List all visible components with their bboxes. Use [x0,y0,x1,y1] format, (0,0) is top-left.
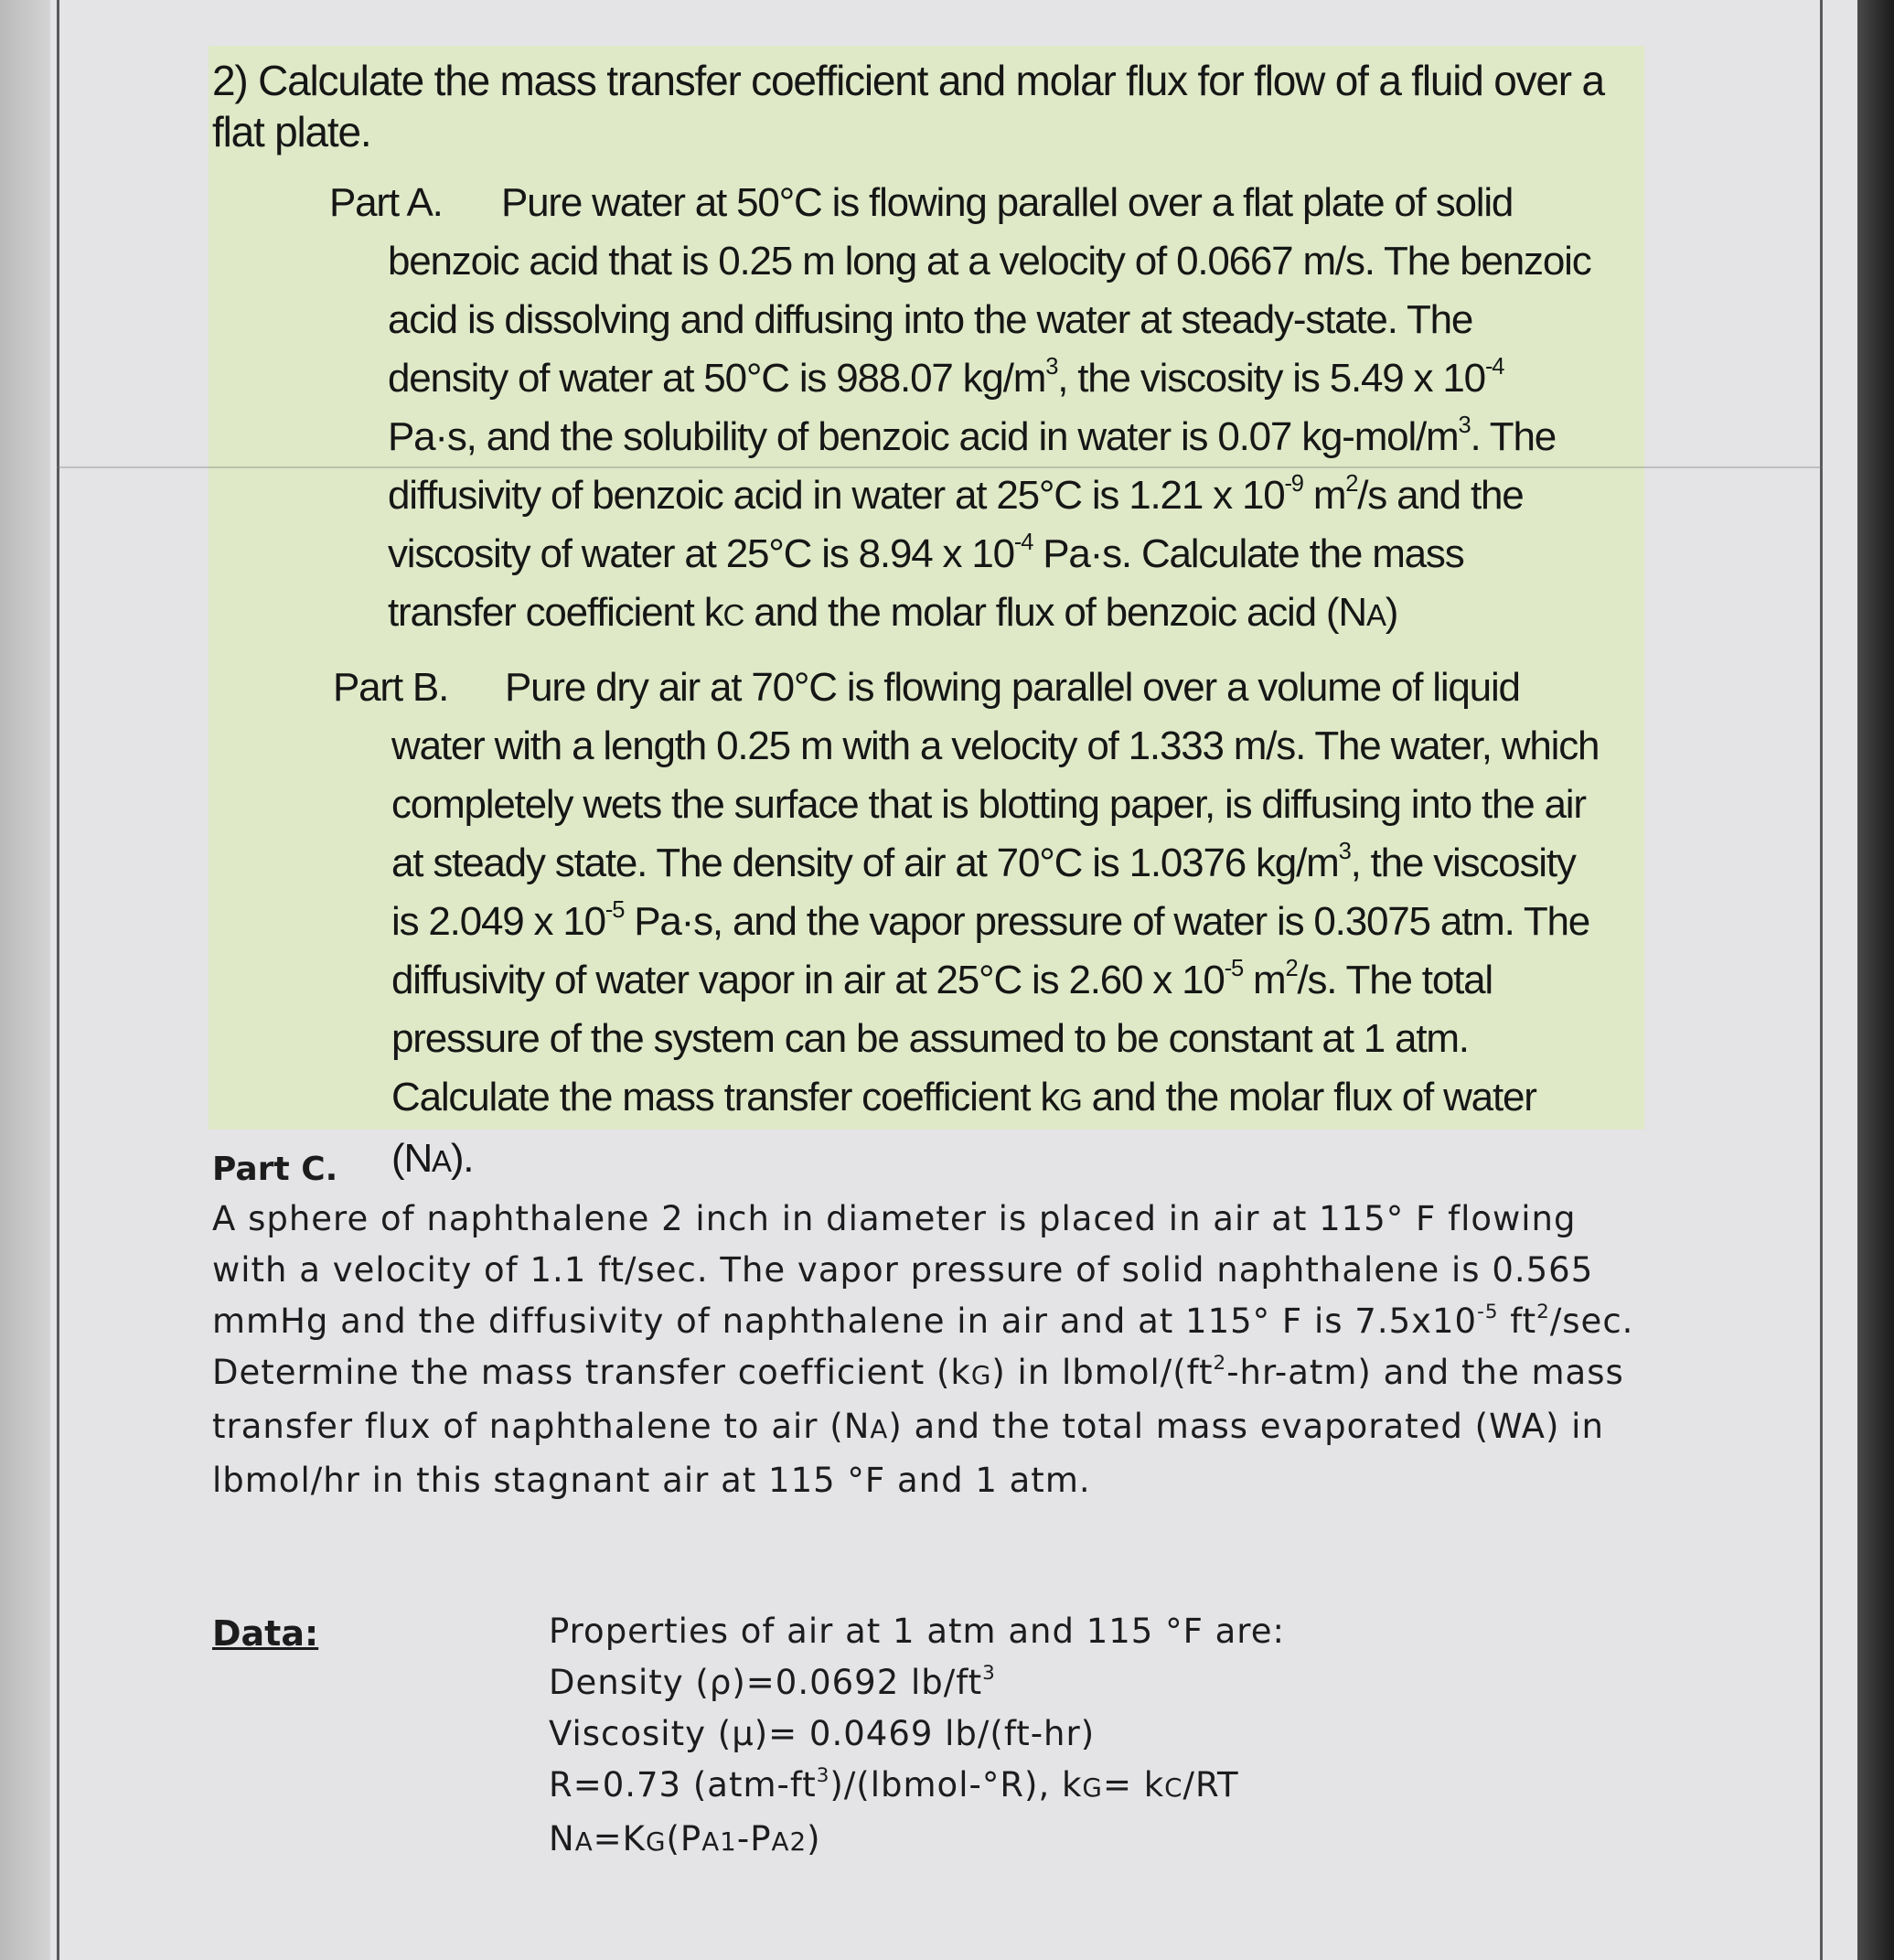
part-c-label: Part C. [212,1151,338,1188]
problem-title: 2) Calculate the mass transfer coefficient and molar flux for flow of a fluid over a flat plate. [212,57,1604,155]
part-b-label: Part B. [333,665,449,710]
left-frame-line [57,0,59,1960]
data-lines [549,1606,1646,1868]
part-a-block: Part A. Pure water at 50°C is flowing parallel over a flat plate of solid benzoic acid that is 0.25 m long at a velocity of 0.0667 m/s. The benzoic acid is dissolving and diffusing into the water at steady-state. The density of water at 50°C is 988.07 $kg/m^3$, the viscosity is 5.49 x $10^{-4}$ Pa·s, and the solubility of benzoic acid in water is 0.07 $kg-mol/m^3$. The diffusivity of benzoic acid in water at 25°C is 1.21 x $10^{-9}$ $m^2/s$ and the viscosity of water at 25°C is 8.94 x $10^{-4}$ Pa·s. Calculate the mass transfer coefficient kC and the molar flux of benzoic acid (NA) [329,174,1600,645]
data-line-4: R=0.73 $(atm-ft^3)/(lbmol-^\circ R)$, kG= kC/RT [549,1763,1239,1805]
data-line-1: Properties of air at 1 atm and 115 °F are: [549,1612,1285,1651]
part-b-block: Part B. Pure dry air at 70°C is flowing parallel over a volume of liquid water with a length 0.25 m with a velocity of 1.333 m/s. The water, which completely wets the surface that is blotting paper, is diffusing into the air at steady state. The density of air at 70°C is 1.0376 $kg/m^3$, the viscosity is 2.049 x $10^{-5}$ Pa·s, and the vapor pressure of water is 0.3075 atm. The diffusivity of water vapor in air at 25°C is 2.60 x $10^{-5}$ $m^2/s$. The total pressure of the system can be assumed to be constant at 1 atm. Calculate the mass transfer coefficient kG and the molar flux of water (NA). [333,659,1604,1191]
left-bezel [0,0,50,1960]
data-line-3: Viscosity (μ)= 0.0469 lb/(ft-hr) [549,1714,1096,1753]
right-bezel [1857,0,1894,1960]
right-frame-line [1820,0,1823,1960]
part-a-label: Part A. [329,180,443,225]
part-c-body: A sphere of naphthalene 2 inch in diameter is placed in air at 115° F flowing with a velocity of 1.1 ft/sec. The vapor pressure of solid naphthalene is 0.565 mmHg and the diffusivity of naphthalene in air and at 115° F is $7.5x10^{-5}$ $ft^2/\sec$. Determine the mass transfer coefficient (kG) in lbmol/$(ft^2-hr-atm)$ and the mass transfer flux of naphthalene to air (NA) and the total mass evaporated (WA) in lbmol/hr in this stagnant air at 115 °F and 1 atm. [212,1199,1634,1500]
data-label: Data: [212,1613,319,1654]
data-line-5: NA=KG(PA1-PA2) [549,1819,821,1858]
data-line-2: Density (ρ)=0.0692 $lb/ft^3$ [549,1661,996,1702]
